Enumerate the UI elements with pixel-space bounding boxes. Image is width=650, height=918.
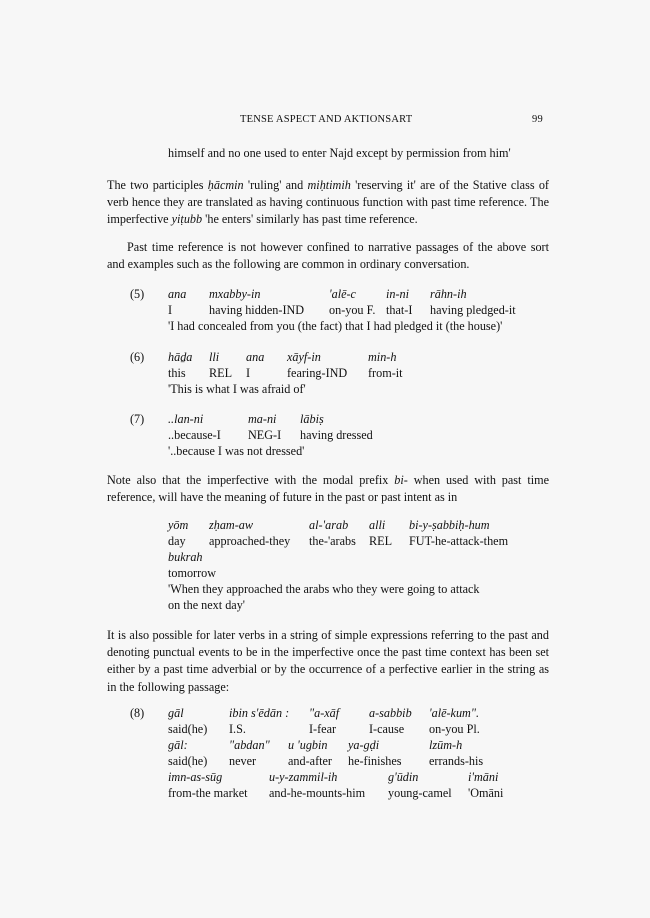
ex8-gloss: errands-his	[429, 754, 484, 768]
intro-line: himself and no one used to enter Najd except by permission from him'	[168, 146, 511, 160]
example-8-row2-gloss	[0, 754, 650, 771]
ex8-gloss: never	[229, 754, 257, 768]
ex5-gloss: that-I	[386, 303, 413, 317]
page-number: 99	[532, 114, 543, 125]
ex8-gloss: young-camel	[388, 786, 452, 800]
paragraph-2: Past time reference is not however confined to narrative passages of the above sort and examples such as the following are common in ordinary conversation.	[107, 240, 549, 272]
example-6-arabic-row	[0, 350, 650, 367]
ex8-gloss: said(he)	[168, 722, 208, 736]
ex5-word: 'alē-c	[329, 287, 356, 301]
example-7-gloss-row	[0, 428, 650, 445]
example-8-row2-arabic	[0, 738, 650, 755]
ex8-gloss: from-the market	[168, 786, 248, 800]
ex5-word: mxabby-in	[209, 287, 261, 301]
example-unnumbered-gloss-2: tomorrow	[168, 566, 217, 580]
ex8-word: u-y-zammil-ih	[269, 770, 338, 784]
exu-word: al-'arab	[309, 518, 349, 532]
ex8-gloss: he-finishes	[348, 754, 402, 768]
example-unnumbered-arabic-2: bukrah	[168, 550, 203, 564]
ex8-gloss: on-you Pl.	[429, 722, 480, 736]
example-8-number: (8)	[130, 706, 145, 720]
ex6-gloss: this	[168, 366, 186, 380]
example-unnumbered-gloss-row	[0, 534, 650, 551]
ex8-word: ya-gḍi	[348, 738, 380, 752]
ex5-word: ana	[168, 287, 187, 301]
example-5-arabic-row	[0, 287, 650, 304]
ex8-word: 'alē-kum".	[429, 706, 480, 720]
ex8-word: "a-xāf	[309, 706, 340, 720]
example-8-row1-gloss	[0, 722, 650, 739]
ex8-gloss: I-fear	[309, 722, 337, 736]
ex6-word: lli	[209, 350, 220, 364]
ex6-gloss: from-it	[368, 366, 403, 380]
ex6-word: min-h	[368, 350, 397, 364]
ex8-gloss: said(he)	[168, 754, 208, 768]
ex5-gloss: having hidden-IND	[209, 303, 305, 317]
exu-gloss: day	[168, 534, 186, 548]
p3-text-2: when used with past time reference, will have the meaning of future in the past or past intent as in	[107, 473, 549, 505]
ex8-word: imn-as-sūg	[168, 770, 223, 784]
ex7-word: lābiṣ	[300, 412, 324, 426]
ex8-word: a-sabbib	[369, 706, 412, 720]
exu-word: bi-y-ṣabbiḥ-hum	[409, 518, 490, 532]
paragraph-3	[107, 472, 549, 506]
p3-text-1: Note also that the imperfective with the modal prefix	[107, 473, 395, 487]
ex8-word: ibin s'ēdān :	[229, 706, 290, 720]
exu-gloss: FUT-he-attack-them	[409, 534, 509, 548]
ex8-word: gāl	[168, 706, 184, 720]
ex8-word: u 'ugbin	[288, 738, 328, 752]
example-6-gloss-row	[0, 366, 650, 383]
exu-word: yōm	[168, 518, 189, 532]
ex6-word: ana	[246, 350, 265, 364]
paragraph-1	[107, 177, 549, 229]
ex6-gloss: fearing-IND	[287, 366, 348, 380]
example-5-translation: 'I had concealed from you (the fact) that I had pledged it (the house)'	[168, 319, 503, 333]
p1-term-3: yiṭubb	[171, 212, 203, 227]
ex8-word: i'māni	[468, 770, 499, 784]
p1-term-1: ḥācmin	[207, 178, 244, 192]
ex7-gloss: NEG-I	[248, 428, 282, 442]
ex6-word: xāyf-in	[287, 350, 321, 364]
ex8-word: lzūm-h	[429, 738, 463, 752]
example-5-gloss-row	[0, 303, 650, 320]
exu-word: alli	[369, 518, 386, 532]
paragraph-4: It is also possible for later verbs in a string of simple expressions referring to the past and denoting punctual events to be in the imperfective once the past time context has been set either by a past time adverbial or by the occurrence of a perfective earlier in the string as in the following passage:	[107, 628, 549, 694]
ex7-gloss: having dressed	[300, 428, 373, 442]
example-unnumbered-arabic-row	[0, 518, 650, 535]
ex8-word: gāl:	[168, 738, 188, 752]
example-7-translation: '..because I was not dressed'	[168, 444, 305, 458]
example-unnumbered-translation-1: 'When they approached the arabs who they were going to attack	[168, 582, 480, 596]
p1-text-2: 'ruling' and	[243, 178, 308, 192]
p1-text-4: 'he enters' similarly has past time reference.	[202, 212, 418, 227]
example-7-arabic-row	[0, 412, 650, 429]
example-5-number: (5)	[130, 287, 145, 301]
example-6-number: (6)	[130, 350, 145, 364]
p1-term-2: miḥtimih	[307, 178, 351, 192]
ex5-word: in-ni	[386, 287, 410, 301]
exu-gloss: the-'arabs	[309, 534, 356, 548]
exu-word: zḥam-aw	[209, 518, 254, 532]
ex5-gloss: on-you F.	[329, 303, 376, 317]
ex5-gloss: I	[168, 303, 173, 317]
ex8-gloss: I.S.	[229, 722, 246, 736]
p3-term-1: bi-	[394, 473, 408, 487]
ex8-word: "abdan"	[229, 738, 270, 752]
ex8-gloss: and-he-mounts-him	[269, 786, 366, 800]
example-unnumbered-translation-2: on the next day'	[168, 598, 245, 612]
example-8-row3-arabic	[0, 770, 650, 787]
ex7-gloss: ..because-I	[168, 428, 221, 442]
p1-text-3: 'reserving it' are of the Stative class of verb hence they are translated as having continuous function with past time reference. The imperfective	[107, 178, 549, 227]
ex8-word: g'ūdin	[388, 770, 419, 784]
ex5-gloss: having pledged-it	[430, 303, 516, 317]
ex7-word: ..lan-ni	[168, 412, 204, 426]
ex8-gloss: 'Omāni	[468, 786, 504, 800]
p1-text-1: The two participles	[107, 178, 208, 192]
ex5-word: rāhn-ih	[430, 287, 467, 301]
ex8-gloss: and-after	[288, 754, 332, 768]
exu-gloss: approached-they	[209, 534, 291, 548]
ex6-gloss: REL	[209, 366, 233, 380]
example-6-translation: 'This is what I was afraid of'	[168, 382, 306, 396]
example-8-row1-arabic	[0, 706, 650, 723]
example-8-row3-gloss	[0, 786, 650, 803]
example-7-number: (7)	[130, 412, 145, 426]
ex6-word: hāḏa	[168, 350, 193, 364]
exu-gloss: REL	[369, 534, 393, 548]
ex7-word: ma-ni	[248, 412, 277, 426]
running-title: TENSE ASPECT AND AKTIONSART	[240, 114, 413, 125]
ex6-gloss: I	[246, 366, 251, 380]
ex8-gloss: I-cause	[369, 722, 405, 736]
